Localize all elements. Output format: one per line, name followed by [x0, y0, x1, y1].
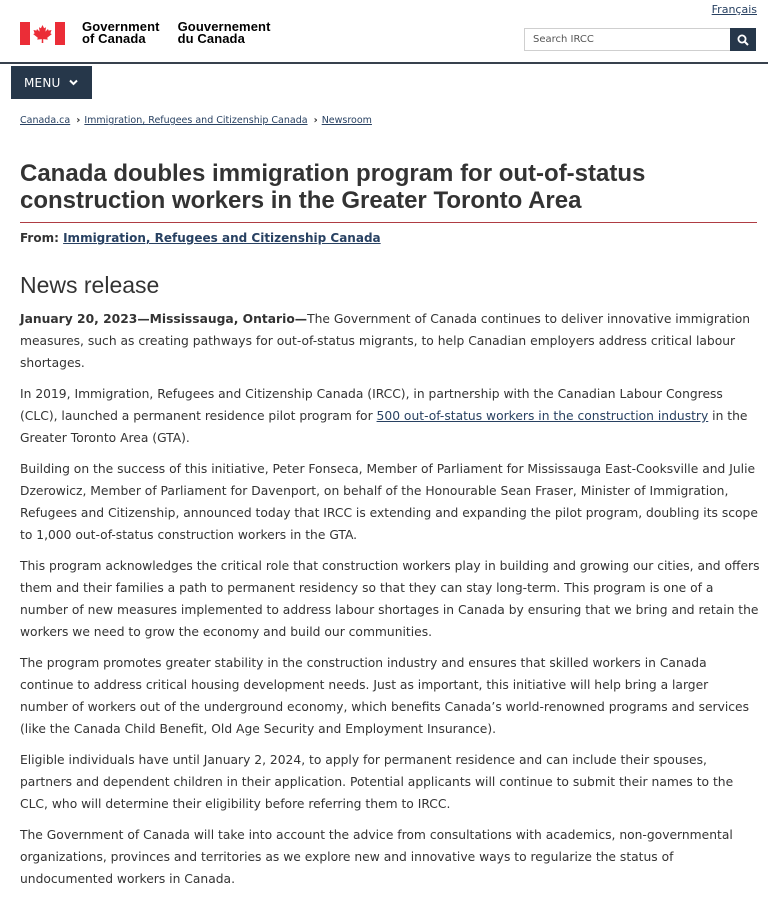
from-label: From:	[20, 231, 59, 245]
fip-english: Government of Canada	[82, 19, 160, 46]
article-body	[20, 308, 760, 899]
main-menu-button[interactable]: MENU	[11, 66, 92, 99]
from-department-link[interactable]: Immigration, Refugees and Citizenship Canada	[63, 231, 381, 245]
paragraph-1: January 20, 2023—Mississauga, Ontario—The Government of Canada continues to deliver innovative immigration measures, such as creating pathways for out-of-status migrants, to help Canadian employers address critical labour shortages.	[20, 312, 751, 370]
canada-flag-icon	[20, 22, 65, 45]
chevron-down-icon	[69, 79, 78, 86]
search-button[interactable]	[730, 28, 756, 51]
search-icon	[737, 34, 749, 46]
breadcrumb-link-canada[interactable]: Canada.ca	[20, 115, 71, 126]
chevron-right-icon: ›	[313, 115, 318, 126]
paragraph-4: This program acknowledges the critical role that construction workers play in building and growing our cities, and offers them and their families a path to permanent residency so that they can stay long-term. This program is one of a number of new measures implemented to address labour shortages in Canada by ensuring that we bring and retain the workers we need to grow the economy and build our communities.	[20, 559, 760, 639]
title-divider	[20, 222, 757, 223]
paragraph-2: In 2019, Immigration, Refugees and Citizenship Canada (IRCC), in partnership with the Canadian Labour Congress (CLC), launched a permanent residence pilot program for 500 out-of-status workers in the construction industry in the Greater Toronto Area (GTA).	[20, 387, 748, 445]
site-header	[0, 0, 768, 64]
paragraph-6: Eligible individuals have until January 2, 2024, to apply for permanent residence and can include their spouses, partners and dependent children in their application. Potential applicants will continue to submit their names to the CLC, who will determine their eligibility before referring them to IRCC.	[20, 753, 734, 811]
breadcrumb	[20, 115, 372, 126]
search-input[interactable]	[524, 28, 730, 51]
breadcrumb-link-ircc[interactable]: Immigration, Refugees and Citizenship Canada	[84, 115, 308, 126]
fip-french: Gouvernement du Canada	[177, 19, 271, 46]
section-heading-news-release: News release	[20, 272, 160, 298]
paragraph-5: The program promotes greater stability in the construction industry and ensures that skilled workers in Canada continue to address critical housing development needs. Just as important, this initiative will help bring a larger number of workers out of the underground economy, which benefits Canada’s world-renowned programs and services (like the Canada Child Benefit, Old Age Security and Employment Insurance).	[20, 656, 750, 736]
dateline: January 20, 2023—Mississauga, Ontario—	[20, 312, 308, 326]
language-toggle-link[interactable]: Français	[711, 3, 757, 16]
government-of-canada-signature[interactable]	[20, 21, 271, 45]
pilot-program-link[interactable]: 500 out-of-status workers in the construction industry	[376, 409, 709, 423]
from-line	[20, 231, 381, 245]
breadcrumb-link-newsroom[interactable]: Newsroom	[321, 115, 372, 126]
paragraph-7: The Government of Canada will take into account the advice from consultations with academics, non-governmental organizations, provinces and territories as we explore new and innovative ways to regularize the status of undocumented workers in Canada.	[20, 828, 733, 886]
search-form	[524, 28, 756, 51]
paragraph-3: Building on the success of this initiative, Peter Fonseca, Member of Parliament for Mississauga East-Cooksville and Julie Dzerowicz, Member of Parliament for Davenport, on behalf of the Honourable Sean Fraser, Minister of Immigration, Refugees and Citizenship, announced today that IRCC is extending and expanding the pilot program, doubling its scope to 1,000 out-of-status construction workers in the GTA.	[20, 462, 758, 542]
chevron-right-icon: ›	[76, 115, 81, 126]
page-title: Canada doubles immigration program for out-of-status construction workers in the Greater Toronto Area	[20, 160, 646, 214]
